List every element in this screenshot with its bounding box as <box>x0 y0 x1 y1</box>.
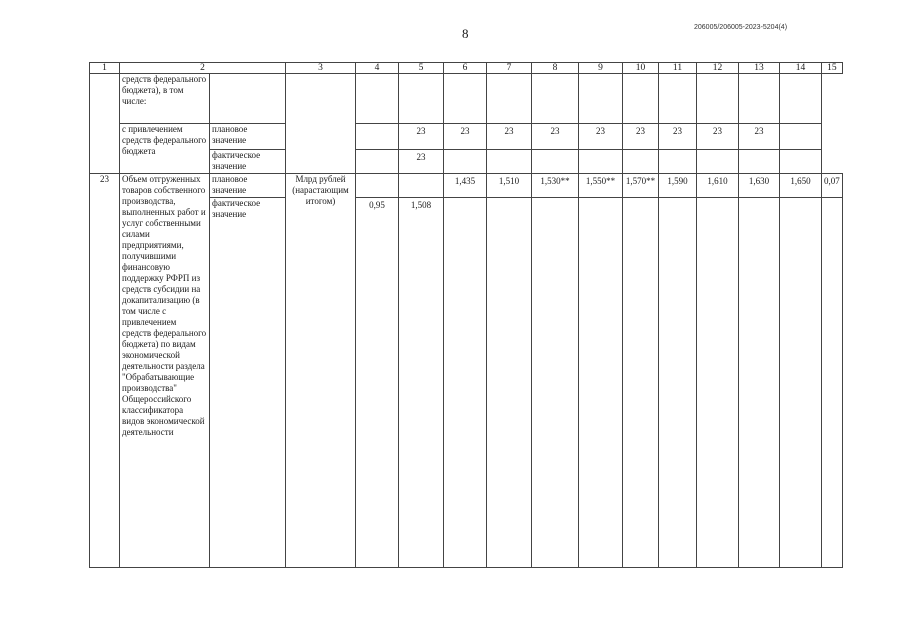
actual-label: фактическое значение <box>210 198 286 568</box>
indicator-table <box>89 62 843 568</box>
planned-value: 23 <box>697 124 739 150</box>
actual-value: 1,508 <box>399 198 444 568</box>
planned-value: 1,570** <box>623 174 659 198</box>
sub-indicator-text: с привлечением средств федерального бюджета <box>120 124 210 174</box>
table-row <box>90 124 843 150</box>
planned-value: 0,07 <box>822 174 843 198</box>
actual-value: 0,95 <box>356 198 399 568</box>
header-cell: 5 <box>399 63 444 74</box>
planned-value: 1,650 <box>780 174 822 198</box>
header-cell: 7 <box>487 63 532 74</box>
header-cell: 12 <box>697 63 739 74</box>
planned-value: 23 <box>399 124 444 150</box>
actual-value: 23 <box>399 150 444 174</box>
planned-value: 23 <box>623 124 659 150</box>
planned-value: 1,590 <box>659 174 697 198</box>
page-number: 8 <box>462 26 469 41</box>
indicator-text: средств федерального бюджета), в том числе: <box>120 74 210 124</box>
planned-value: 1,630 <box>739 174 780 198</box>
planned-value: 23 <box>579 124 623 150</box>
header-cell: 6 <box>444 63 487 74</box>
header-cell: 1 <box>90 63 120 74</box>
header-cell: 13 <box>739 63 780 74</box>
header-cell: 9 <box>579 63 623 74</box>
planned-label: плановое значение <box>210 174 286 198</box>
planned-value: 23 <box>659 124 697 150</box>
planned-value: 1,530** <box>532 174 579 198</box>
planned-value: 23 <box>532 124 579 150</box>
planned-label: плановое значение <box>210 124 286 150</box>
indicator-text: Объем отгруженных товаров собственного производства, выполненных работ и услуг собственными силами предприятиями, получившими финансовую поддержку РФРП из средств субсидии на докапитализацию (в том числе с привлечением средств федерального бюджета) по видам экономической деятельности раздела "Обрабатывающие производства" Общероссийского классификатора видов экономической деятельности <box>120 174 210 568</box>
planned-value: 1,435 <box>444 174 487 198</box>
header-cell: 11 <box>659 63 697 74</box>
header-cell: 10 <box>623 63 659 74</box>
document-code: 206005/206005-2023-5204(4) <box>694 24 788 31</box>
header-row <box>90 63 843 74</box>
planned-value: 1,550** <box>579 174 623 198</box>
planned-value: 23 <box>487 124 532 150</box>
planned-value: 23 <box>444 124 487 150</box>
header-cell: 3 <box>286 63 356 74</box>
row-number: 23 <box>90 174 120 568</box>
table-row <box>90 74 843 124</box>
table-row <box>90 174 843 198</box>
header-cell: 2 <box>120 63 286 74</box>
planned-value: 1,610 <box>697 174 739 198</box>
actual-label: фактическое значение <box>210 150 286 174</box>
header-cell: 4 <box>356 63 399 74</box>
planned-value: 1,510 <box>487 174 532 198</box>
planned-value: 23 <box>739 124 780 150</box>
header-cell: 14 <box>780 63 822 74</box>
header-cell: 15 <box>822 63 843 74</box>
unit-cell: Млрд рублей (нарастающим итогом) <box>286 174 356 568</box>
header-cell: 8 <box>532 63 579 74</box>
